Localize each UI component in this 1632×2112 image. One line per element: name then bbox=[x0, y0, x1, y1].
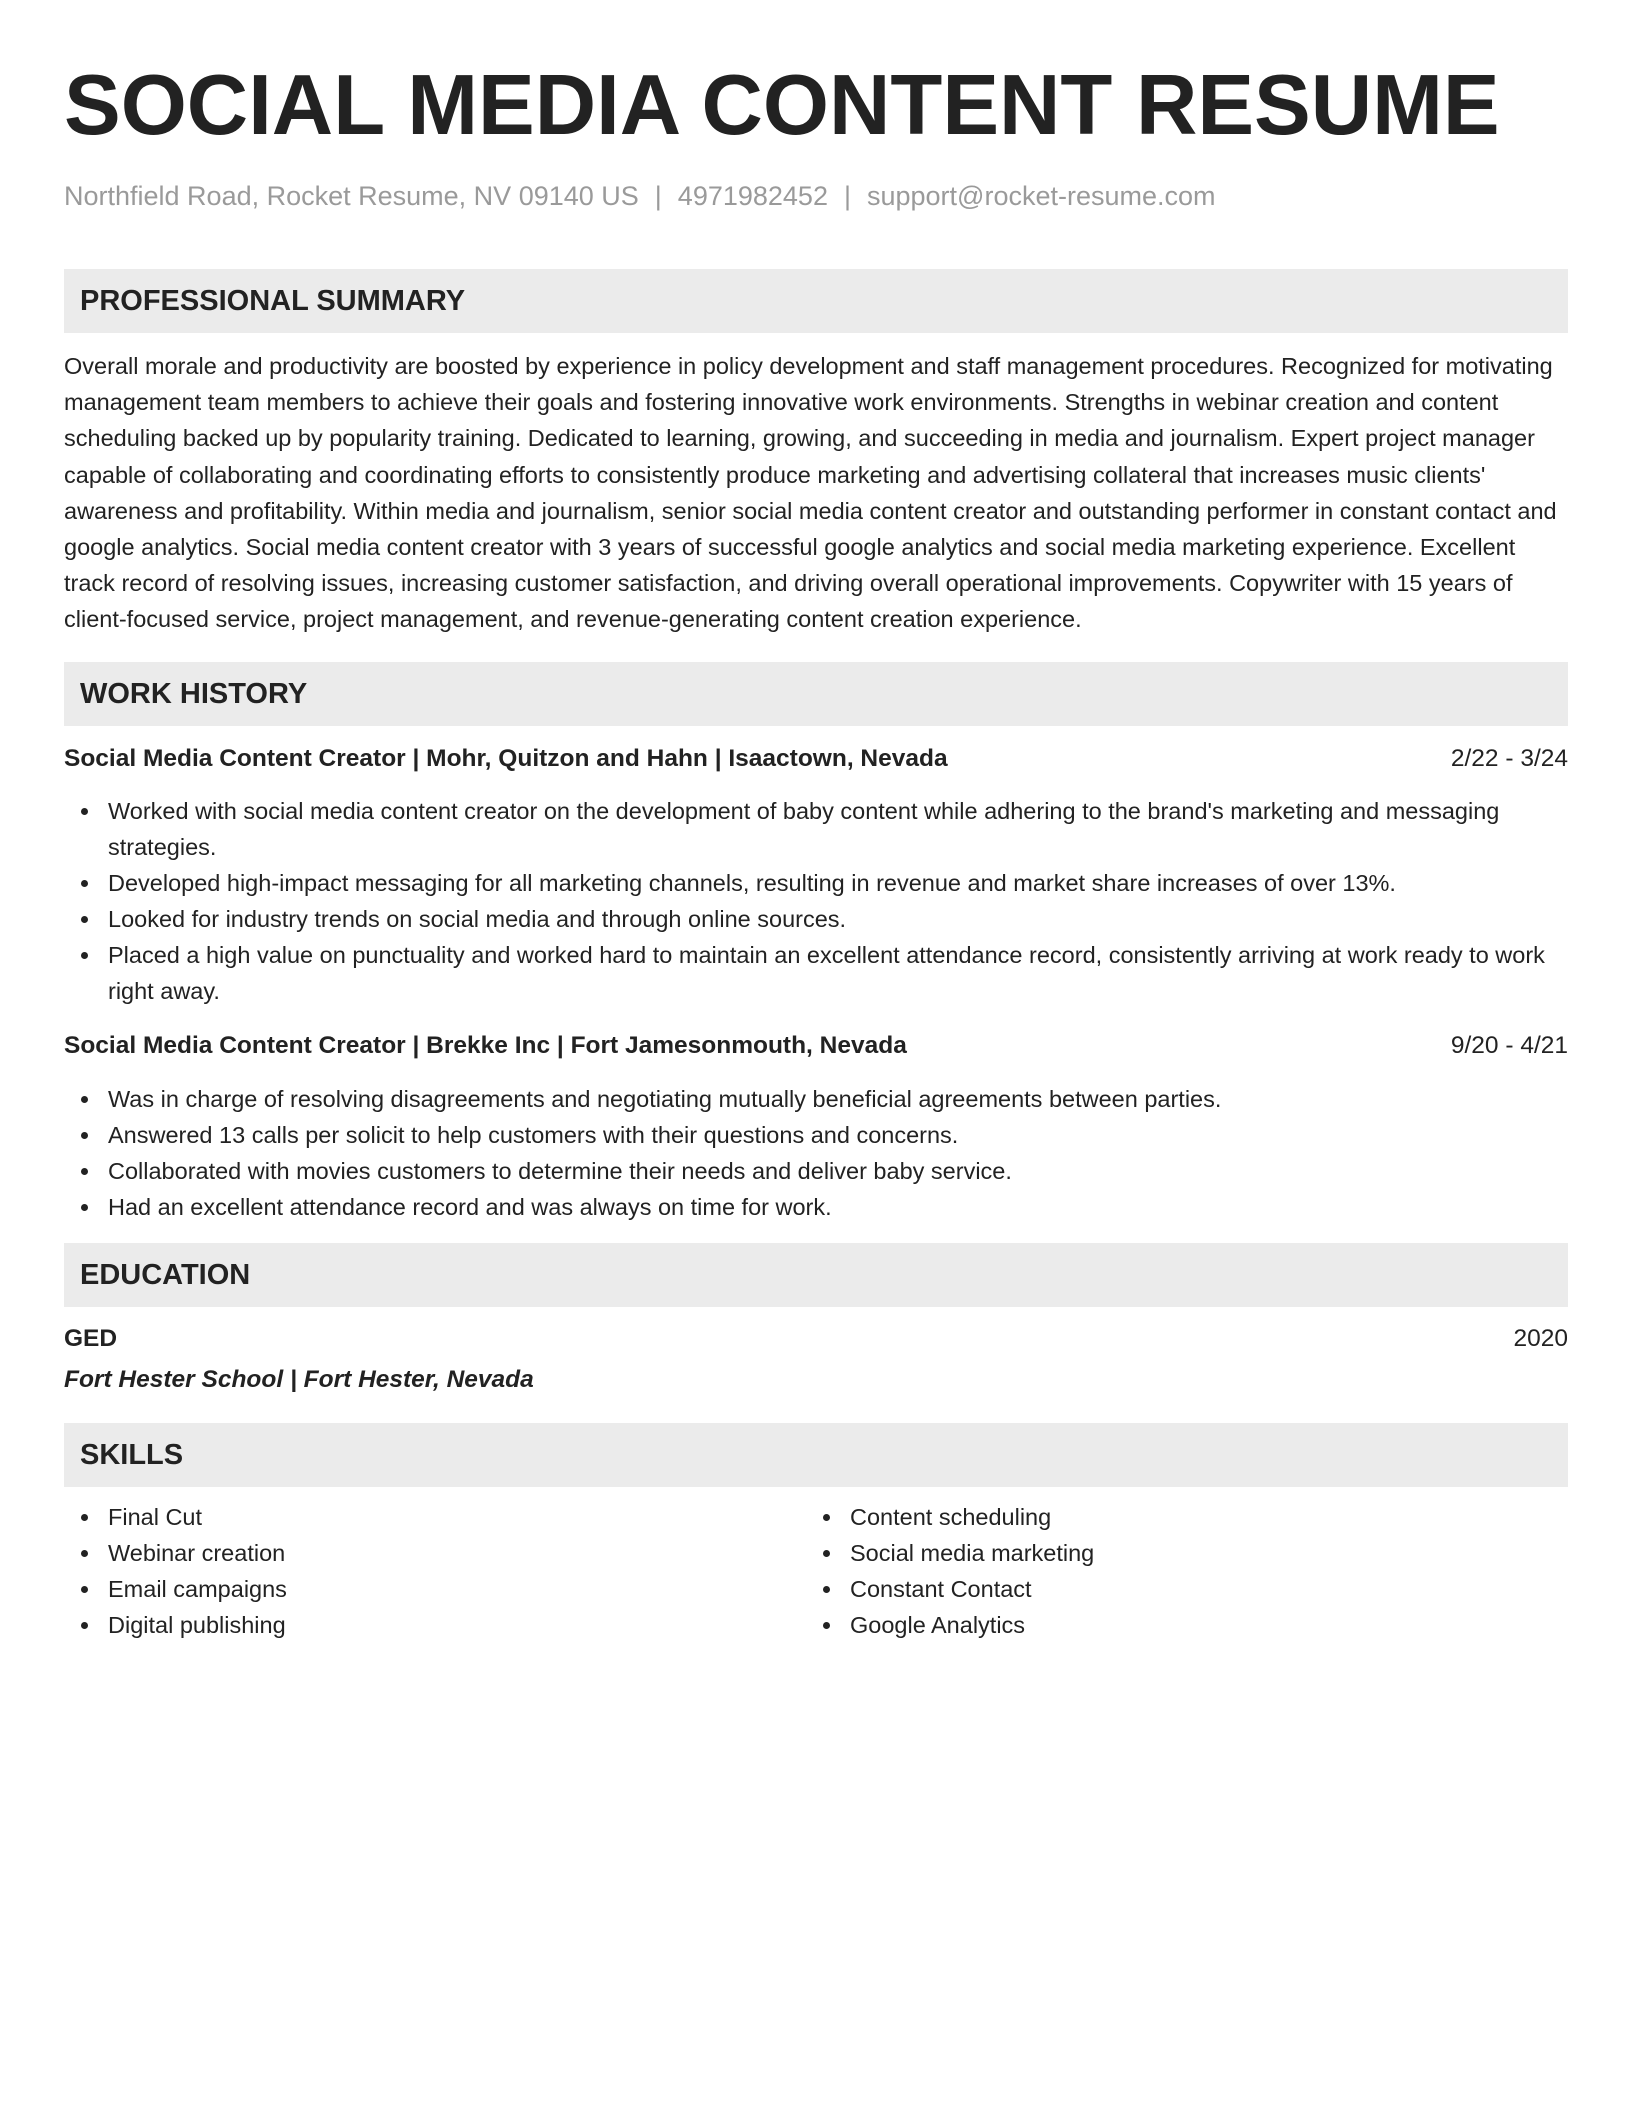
contact-email: support@rocket-resume.com bbox=[866, 181, 1216, 211]
skills-list bbox=[64, 1499, 1568, 1643]
job-bullet: Had an excellent attendance record and was always on time for work. bbox=[108, 1189, 1568, 1225]
education-school: Fort Hester School | Fort Hester, Nevada bbox=[64, 1365, 534, 1393]
job-title: Social Media Content Creator | Brekke Inc | Fort Jamesonmouth, Nevada bbox=[64, 1031, 907, 1059]
section-header-education: EDUCATION bbox=[64, 1243, 1568, 1307]
job-title: Social Media Content Creator | Mohr, Quitzon and Hahn | Isaactown, Nevada bbox=[64, 744, 948, 772]
skill-item: Digital publishing bbox=[108, 1607, 806, 1643]
skill-item: Social media marketing bbox=[850, 1535, 1548, 1571]
education-header bbox=[64, 1322, 1568, 1356]
skill-item: Final Cut bbox=[108, 1499, 806, 1535]
education-degree: GED bbox=[64, 1324, 118, 1352]
section-header-summary: PROFESSIONAL SUMMARY bbox=[64, 269, 1568, 333]
summary-text: Overall morale and productivity are boosted by experience in policy development and staff management procedures. Recognized for motivating management team members to achieve their goals and fostering innovative work environments. Strengths in webinar creation and content scheduling backed up by popularity training. Dedicated to learning, growing, and succeeding in media and journalism. Expert project manager capable of collaborating and coordinating efforts to consistently produce marketing and advertising collateral that increases music clients' awareness and profitability. Within media and journalism, senior social media content creator and outstanding performer in constant contact and google analytics. Social media content creator with 3 years of successful google analytics and social media marketing experience. Excellent track record of resolving issues, increasing customer satisfaction, and driving overall operational improvements. Copywriter with 15 years of client-focused service, project management, and revenue-generating content creation experience. bbox=[64, 353, 1557, 633]
job-bullet: Placed a high value on punctuality and worked hard to maintain an excellent attendance record, consistently arriving at work ready to work right away. bbox=[108, 937, 1568, 1009]
education-year: 2020 bbox=[1513, 1324, 1568, 1352]
resume-title: SOCIAL MEDIA CONTENT RESUME bbox=[64, 58, 1500, 153]
skill-item: Google Analytics bbox=[850, 1607, 1548, 1643]
job-bullet: Answered 13 calls per solicit to help customers with their questions and concerns. bbox=[108, 1117, 1568, 1153]
contact-separator: | bbox=[843, 181, 851, 211]
job-header bbox=[64, 1029, 1568, 1063]
resume-page bbox=[64, 0, 1568, 1643]
section-header-work-history: WORK HISTORY bbox=[64, 662, 1568, 726]
contact-separator: | bbox=[654, 181, 662, 211]
contact-phone: 4971982452 bbox=[677, 181, 828, 211]
skills-column-left bbox=[64, 1499, 806, 1643]
job-entry bbox=[64, 742, 1568, 1009]
skills-bullets bbox=[806, 1499, 1548, 1643]
education-entry bbox=[64, 1322, 1568, 1397]
contact-address: Northfield Road, Rocket Resume, NV 09140 US bbox=[64, 181, 639, 211]
skill-item: Constant Contact bbox=[850, 1571, 1548, 1607]
contact-line bbox=[64, 178, 1568, 214]
job-header bbox=[64, 742, 1568, 776]
skill-item: Webinar creation bbox=[108, 1535, 806, 1571]
job-entry bbox=[64, 1029, 1568, 1225]
skill-item: Content scheduling bbox=[850, 1499, 1548, 1535]
job-bullet: Looked for industry trends on social media and through online sources. bbox=[108, 901, 1568, 937]
job-bullets bbox=[64, 793, 1568, 1009]
job-bullet: Developed high-impact messaging for all marketing channels, resulting in revenue and market share increases of over 13%. bbox=[108, 865, 1568, 901]
job-bullet: Was in charge of resolving disagreements and negotiating mutually beneficial agreements between parties. bbox=[108, 1081, 1568, 1117]
job-dates: 2/22 - 3/24 bbox=[1450, 744, 1568, 772]
skills-column-right bbox=[806, 1499, 1548, 1643]
job-bullet: Worked with social media content creator on the development of baby content while adhering to the brand's marketing and messaging strategies. bbox=[108, 793, 1568, 865]
job-bullet: Collaborated with movies customers to determine their needs and deliver baby service. bbox=[108, 1153, 1568, 1189]
section-header-skills: SKILLS bbox=[64, 1423, 1568, 1487]
job-dates: 9/20 - 4/21 bbox=[1450, 1031, 1568, 1059]
job-bullets bbox=[64, 1081, 1568, 1225]
skills-bullets bbox=[64, 1499, 806, 1643]
skill-item: Email campaigns bbox=[108, 1571, 806, 1607]
